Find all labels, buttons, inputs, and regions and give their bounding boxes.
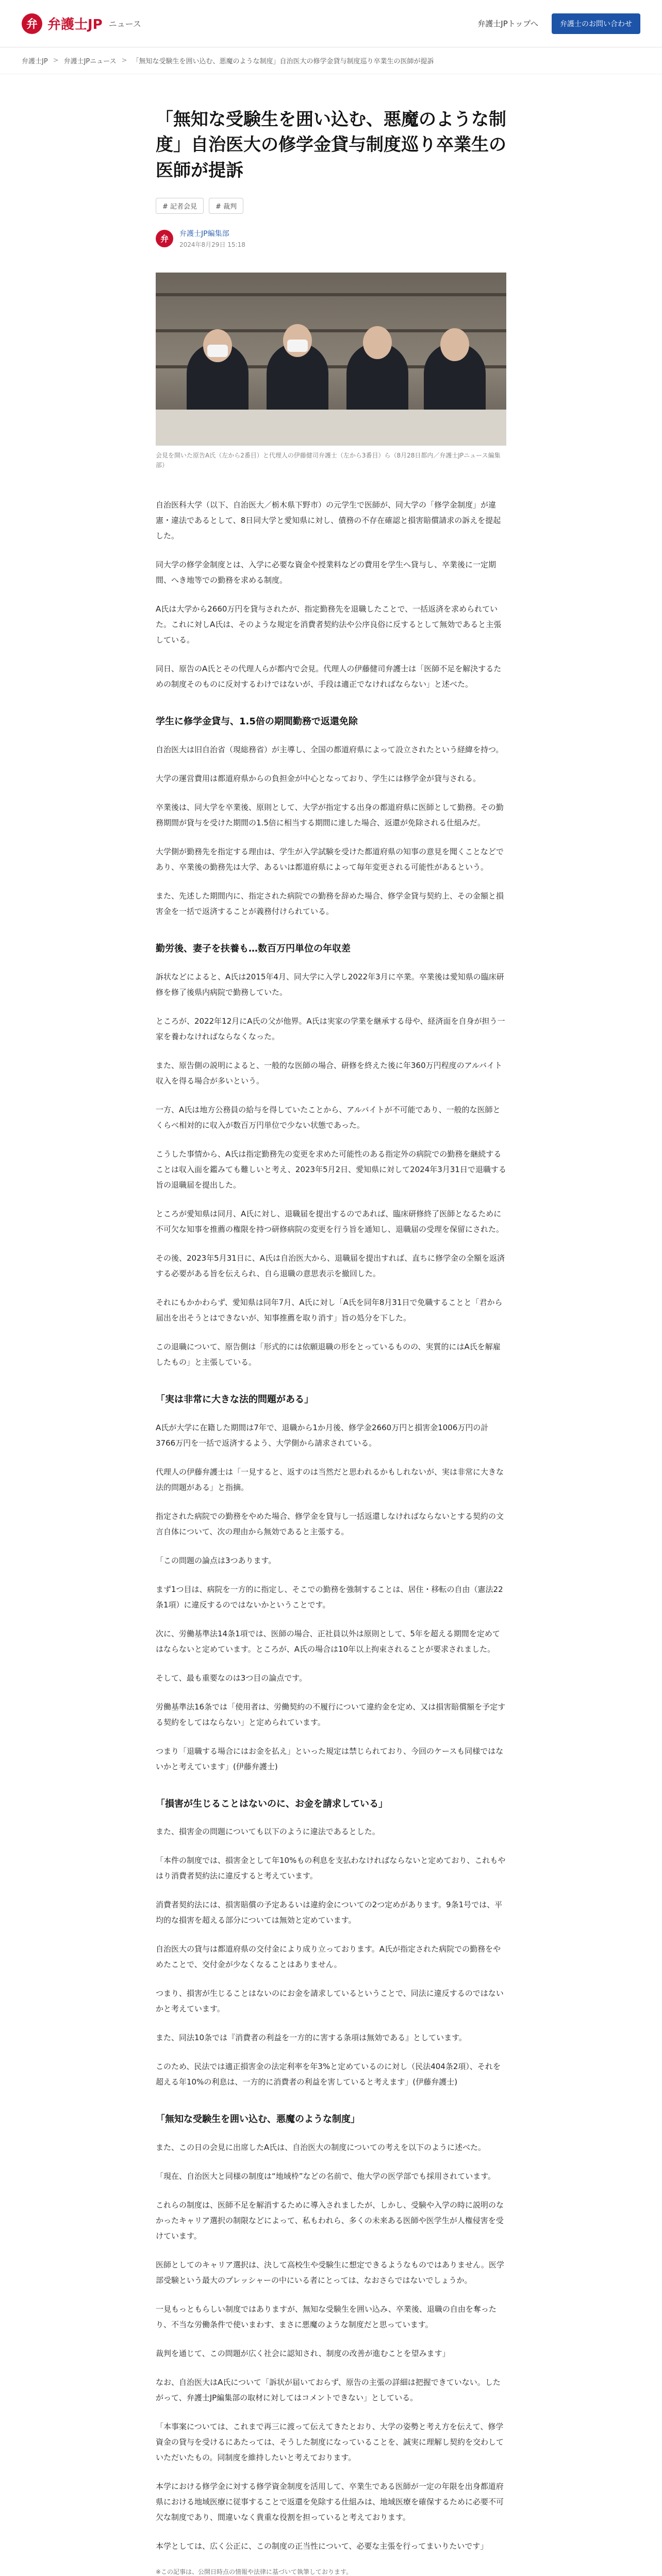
breadcrumb-home[interactable]: 弁護士JP (22, 58, 48, 65)
paragraph: 「現在、自治医大と同様の制度は“地域枠”などの名前で、他大学の医学部でも採用されています。 (156, 2172, 496, 2181)
paragraph: 「本事案については、これまで再三に渡って伝えてきたとおり、大学の姿勢と考え方を伝えて、修学資金の貸与を受けるにあたっては、そうした制度になっていることを、誠実に理解し契約を交わしていただいたもの。同制度を維持したいと考えております。 (156, 2422, 504, 2463)
paragraph: 医師としてのキャリア選択は、決して高校生や受験生に想定できるようなものではありません。医学部受験という最大のプレッシャーの中にいる者にとっては、なおさらではないでしょうか。 (156, 2260, 504, 2285)
breadcrumb-current: 「無知な受験生を囲い込む、悪魔のような制度」自治医大の修学金貸与制度巡り卒業生の医師が提訴 (132, 58, 434, 65)
paragraph: ところが愛知県は同月、A氏に対し、退職届を提出するのであれば、臨床研修終了医師となるために不可欠な知事を推薦の権限を持つ研修病院の変更を行う旨を通知し、退職届の受理を保留にされた。 (156, 1209, 504, 1234)
contact-button[interactable]: 弁護士のお問い合わせ (552, 13, 640, 34)
section-heading: 勤労後、妻子を扶養も…数百万円単位の年収差 (156, 943, 351, 955)
paragraph: 大学側が勤務先を指定する理由は、学生が入学試験を受けた都道府県の知事の意見を聞くことなどであり、卒業後の勤務先は大学、あるいは都道府県によって毎年変更される可能性があるという。 (156, 847, 504, 872)
paragraph: つまり、損害が生じることはないのにお金を請求しているということで、同法に違反するのではないかと考えています。 (156, 1989, 504, 2014)
header-nav (477, 13, 640, 34)
logo-text: 弁護士JP (47, 17, 103, 32)
breadcrumb-separator: > (121, 57, 127, 64)
paragraph: 卒業後は、同大学を卒業後、原則として、大学が指定する出身の都道府県に医師として勤務。その勤務期間が貸与を受けた期間の1.5倍に相当する期間に達した場合、返還が免除される仕組みだ。 (156, 803, 504, 828)
paragraph: こうした事情から、A氏は指定勤務先の変更を求めた可能性のある指定外の病院での勤務を継続することは収入面を鑑みても難しいと考え、2023年5月2日、愛知県に対して2024年3月31日で退職する旨の退職届を提出した。 (156, 1149, 506, 1190)
paragraph: 本学としては、広く公正に、この制度の正当性について、必要な主張を行ってまいりたいです」 (156, 2541, 488, 2551)
section-heading: 「無知な受験生を囲い込む、悪魔のような制度」 (156, 2114, 360, 2125)
paragraph: このため、民法では適正損害金の法定利率を年3%と定めているのに対し（民法404条2項）、それを超える年10%の利息は、一方的に消費者の利益を害していると考えます」(伊藤弁護士) (156, 2062, 501, 2087)
paragraph: また、この日の会見に出席したA氏は、自治医大の制度についての考えを以下のように述べた。 (156, 2143, 486, 2153)
paragraph: 本学における修学金に対する修学資金制度を活用して、卒業生である医師が一定の年限を出身都道府県における地域医療に従事することで返還を免除する仕組みは、地域医療を確保するために必要不可欠な制度であり、間違いなく貴重な役割を担っていると考えております。 (156, 2482, 504, 2522)
paragraph: 裁判を通じて、この問題が広く社会に認知され、制度の改善が進むことを望みます」 (156, 2349, 450, 2359)
paragraph: 大学の運営費用は都道府県からの負担金が中心となっており、学生には修学金が貸与される。 (156, 774, 481, 784)
site-header (0, 0, 662, 47)
paragraph: また、同法10条では『消費者の利益を一方的に害する条項は無効である』としています。 (156, 2033, 467, 2043)
article (156, 74, 506, 2576)
paragraph: 消費者契約法には、損害賠償の予定あるいは違約金についての2つ定めがあります。9条1号では、平均的な損害を超える部分については無効と定めています。 (156, 1900, 503, 1925)
article-body (156, 497, 506, 2554)
paragraph: 代理人の伊藤弁護士は「一見すると、返すのは当然だと思われるかもしれないが、実は非常に大きな法的問題がある」と指摘。 (156, 1467, 504, 1492)
breadcrumb (0, 47, 662, 74)
site-logo[interactable] (22, 13, 141, 34)
paragraph: これらの制度は、医師不足を解消するために導入されましたが、しかし、受験や入学の時に説明のなかったキャリア選択の制限などによって、私もわれら、多くの未来ある医師や医学生が人権侵害を受けています。 (156, 2200, 504, 2241)
paragraph: その後、2023年5月31日に、A氏は自治医大から、退職届を提出すれば、直ちに修学金の全額を返済する必要がある旨を伝えられ、自ら退職の意思表示を撤回した。 (156, 1253, 505, 1278)
tag-list (156, 198, 506, 214)
top-page-link[interactable]: 弁護士JPトップへ (477, 19, 538, 28)
paragraph: 同日、原告のA氏とその代理人らが都内で会見。代理人の伊藤健司弁護士は「医師不足を解決するための制度そのものに反対するわけではないが、手段は適正でなければならない」と述べた。 (156, 664, 502, 689)
paragraph: 自治医大は旧自治省（現総務省）が主導し、全国の都道府県によって設立されたという経緯を持つ。 (156, 745, 504, 755)
paragraph: 「この問題の論点は3つあります。 (156, 1555, 276, 1565)
tag-trial[interactable]: # 裁判 (209, 198, 243, 214)
paragraph: A氏は大学から2660万円を貸与されたが、指定勤務先を退職したことで、一括返済を求められていた。これに対しA氏は、そのような規定を消費者契約法や公序良俗に反するとして無効であると主張している。 (156, 604, 502, 645)
paragraph: なお、自治医大はA氏について「訴状が届いておらず、原告の主張の詳細は把握できていない。したがって、弁護士JP編集部の取材に対してはコメントできない」としている。 (156, 2378, 501, 2403)
paragraph: また、先述した期間内に、指定された病院での勤務を辞めた場合、修学金貸与契約上、その金額と損害金を一括で返済することが義務付けられている。 (156, 891, 504, 917)
paragraph: まず1つ目は、病院を一方的に指定し、そこでの勤務を強制することは、居住・移転の自由（憲法22条1項）に違反するのではないかということです。 (156, 1584, 503, 1609)
paragraph: 労働基準法16条では「使用者は、労働契約の不履行について違約金を定め、又は損害賠償額を予定する契約をしてはならない」と定められています。 (156, 1702, 506, 1727)
article-title: 「無知な受験生を囲い込む、悪魔のような制度」自治医大の修学金貸与制度巡り卒業生の医師が提訴 (156, 109, 506, 181)
paragraph: また、原告側の説明によると、一般的な医師の場合、研修を終えた後に年360万円程度のアルバイト収入を得る場合が多いという。 (156, 1060, 502, 1086)
paragraph: 「本件の制度では、損害金として年10%もの利息を支払わなければならないと定めており、これもやはり消費者契約法に違反すると考えています。 (156, 1856, 506, 1881)
press-conference-photo (156, 273, 506, 446)
logo-mark: 弁 (22, 13, 42, 34)
paragraph: ところが、2022年12月にA氏の父が他界。A氏は実家の学業を継承する母や、経済面を自身が担う一家を養わなければならなくなった。 (156, 1016, 505, 1041)
author-avatar: 弁 (156, 230, 173, 247)
tag-press-conference[interactable]: # 記者会見 (156, 198, 204, 214)
publish-date: 2024年8月29日 15:18 (179, 241, 245, 248)
article-note: ※この記事は、公開日時点の情報や法律に基づいて執筆しております。 (156, 2568, 353, 2576)
paragraph: A氏が大学に在籍した期間は7年で、退職から1か月後、修学金2660万円と損害金1006万円の計3766万円を一括で返済するよう、大学側から請求されている。 (156, 1422, 489, 1448)
paragraph: 訴状などによると、A氏は2015年4月、同大学に入学し2022年3月に卒業。卒業後は愛知県の臨床研修を修了後県内病院で勤務していた。 (156, 972, 504, 997)
paragraph: 一方、A氏は地方公務員の給与を得していたことから、アルバイトが不可能であり、一般的な医師とくらべ相対的に収入が数百万円単位で少ない状態であった。 (156, 1105, 501, 1130)
paragraph: 自治医科大学（以下、自治医大／栃木県下野市）の元学生で医師が、同大学の「修学金制度」が違憲・違法であるとして、8日同大学と愛知県に対し、債務の不存在確認と損害賠償請求の訴えを提起した。 (156, 500, 501, 541)
paragraph: 自治医大の貸与は都道府県の交付金により成り立っております。A氏が指定された病院での勤務をやめたことで、交付金が少なくなることはありません。 (156, 1944, 501, 1970)
paragraph: つまり「退職する場合にはお金を払え」といった規定は禁じられており、今回のケースも同様ではないかと考えています」(伊藤弁護士) (156, 1746, 504, 1771)
logo-sub: ニュース (108, 19, 141, 29)
breadcrumb-separator: > (53, 57, 59, 64)
paragraph: 一見もっともらしい制度ではありますが、無知な受験生を囲い込み、卒業後、退職の自由を奪ったり、不当な労働条件で使いまわす、まさに悪魔のような制度だと思っています。 (156, 2304, 496, 2330)
author-block (156, 228, 506, 249)
breadcrumb-news[interactable]: 弁護士JPニュース (63, 58, 117, 65)
paragraph: 同大学の修学金制度とは、入学に必要な資金や授業料などの費用を学生へ貸与し、卒業後に一定期間、へき地等での勤務を求める制度。 (156, 560, 496, 585)
paragraph: 指定された病院での勤務をやめた場合、修学金を貸与し一括返還しなければならないとする契約の文言自体について、次の理由から無効であると主張する。 (156, 1511, 504, 1536)
paragraph: この退職について、原告側は「形式的には依願退職の形をとっているものの、実質的にはA氏を解雇したもの」と主張している。 (156, 1342, 501, 1367)
paragraph: そして、最も重要なのは3つ目の論点です。 (156, 1673, 307, 1683)
section-heading: 学生に修学金貸与、1.5倍の期間勤務で返還免除 (156, 716, 358, 727)
paragraph: また、損害金の問題についても以下のように違法であるとした。 (156, 1827, 380, 1837)
section-heading: 「損害が生じることはないのに、お金を請求している」 (156, 1798, 388, 1809)
paragraph: 次に、労働基準法14条1項では、医師の場合、正社員以外は原則として、5年を超える期間を定めてはならないと定めています。ところが、A氏の場合は10年以上拘束されることが要求されました。 (156, 1629, 500, 1654)
paragraph: それにもかかわらず、愛知県は同年7月、A氏に対し「A氏を同年8月31日で免職することと「君から届出を出そうとはできないが、知事推薦を取り消す」旨の処分を下した。 (156, 1297, 503, 1323)
photo-caption: 会見を開いた原告A氏（左から2番目）と代理人の伊藤健司弁護士（左から3番目）ら（8月28日都内／弁護士JPニュース編集部） (156, 451, 501, 469)
section-heading: 「実は非常に大きな法的問題がある」 (156, 1394, 313, 1405)
author-name[interactable]: 弁護士JP編集部 (179, 229, 229, 238)
